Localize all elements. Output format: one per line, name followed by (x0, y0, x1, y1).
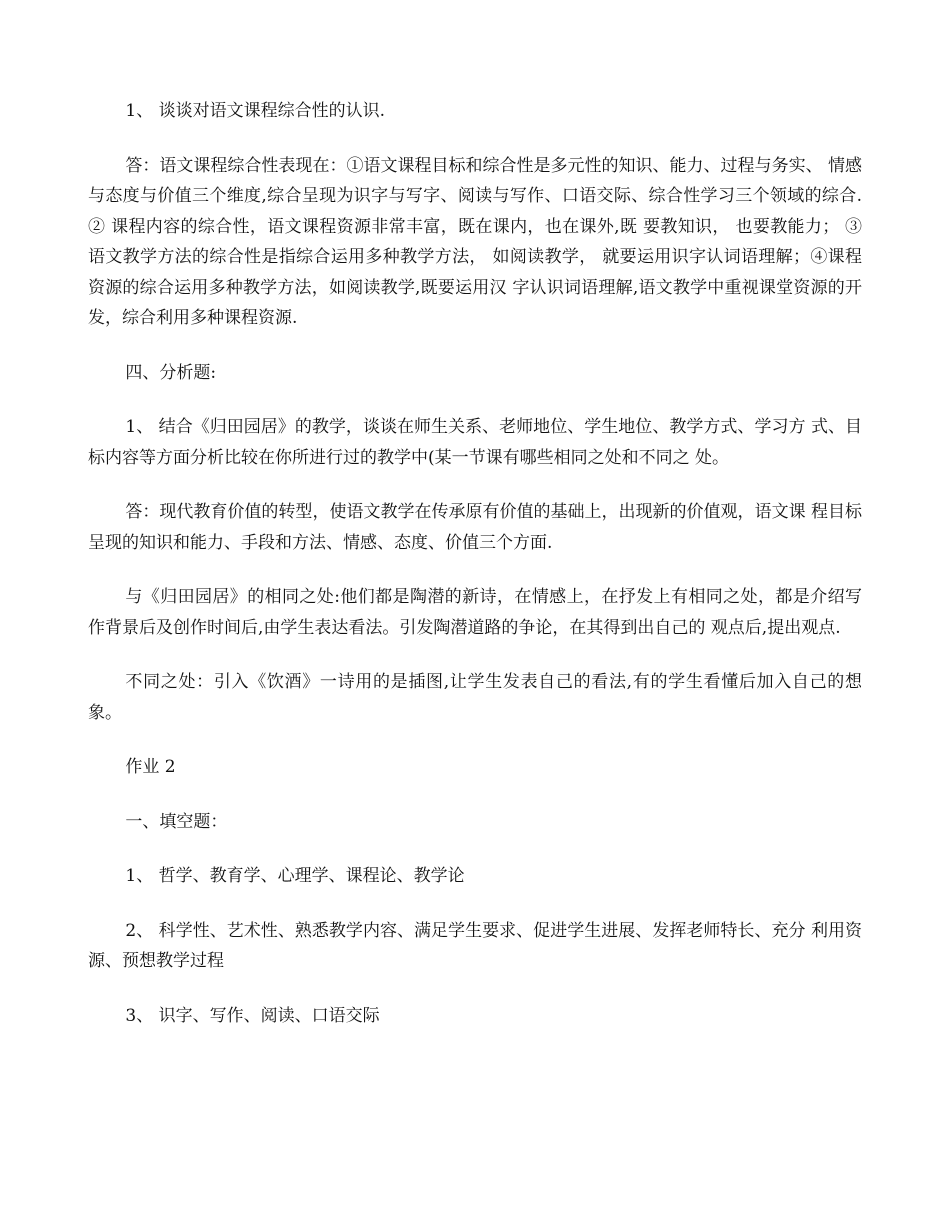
answer-paragraph: 答：现代教育价值的转型，使语文教学在传承原有价值的基础上，出现新的价值观，语文课 程目标呈现的知识和能力、手段和方法、情感、态度、价值三个方面. (88, 502, 862, 553)
section-heading: 四、分析题: (125, 362, 217, 383)
question-heading: 1、 谈谈对语文课程综合性的认识. (125, 101, 386, 121)
section-heading: 一、填空题： (125, 811, 228, 832)
answer-item: 2、 科学性、艺术性、熟悉教学内容、满足学生要求、促进学生进展、发挥老师特长、充分 利用资源、预想教学过程 (88, 920, 862, 971)
answer-paragraph: 答：语文课程综合性表现在：①语文课程目标和综合性是多元性的知识、能力、过程与务实、 情感与态度与价值三个维度,综合呈现为识字与写字、阅读与写作、口语交际、综合性学习三个领域的综合.② 课程内容的综合性，语文课程资源非常丰富，既在课内，也在课外,既 要教知识， 也要教能力； ③语文教学方法的综合性是指综合运用多种教学方法， 如阅读教学， 就要运用识字认词语理解；④课程资源的综合运用多种教学方法，如阅读教学,既要运用汉 字认识词语理解,语文教学中重视课堂资源的开发，综合利用多种课程资源. (88, 155, 862, 328)
assignment-heading: 作业 2 (125, 757, 176, 777)
comparison-similar-paragraph: 与《归田园居》的相同之处:他们都是陶潜的新诗，在情感上，在抒发上有相同之处，都是介绍写作背景后及创作时间后,由学生表达看法。引发陶潜道路的争论，在其得到出自己的 观点后,提出观点. (88, 587, 862, 638)
answer-item: 3、 识字、写作、阅读、口语交际 (125, 1005, 380, 1026)
comparison-different-paragraph: 不同之处：引入《饮酒》一诗用的是插图,让学生发表自己的看法,有的学生看懂后加入自己的想象。 (88, 672, 862, 723)
answer-item: 1、 哲学、教育学、心理学、课程论、教学论 (125, 866, 465, 886)
question-paragraph: 1、 结合《归田园居》的教学，谈谈在师生关系、老师地位、学生地位、教学方式、学习方 式、目标内容等方面分析比较在你所进行过的教学中(某一节课有哪些相同之处和不同之 处。 (88, 417, 862, 468)
document-body (88, 96, 862, 1055)
